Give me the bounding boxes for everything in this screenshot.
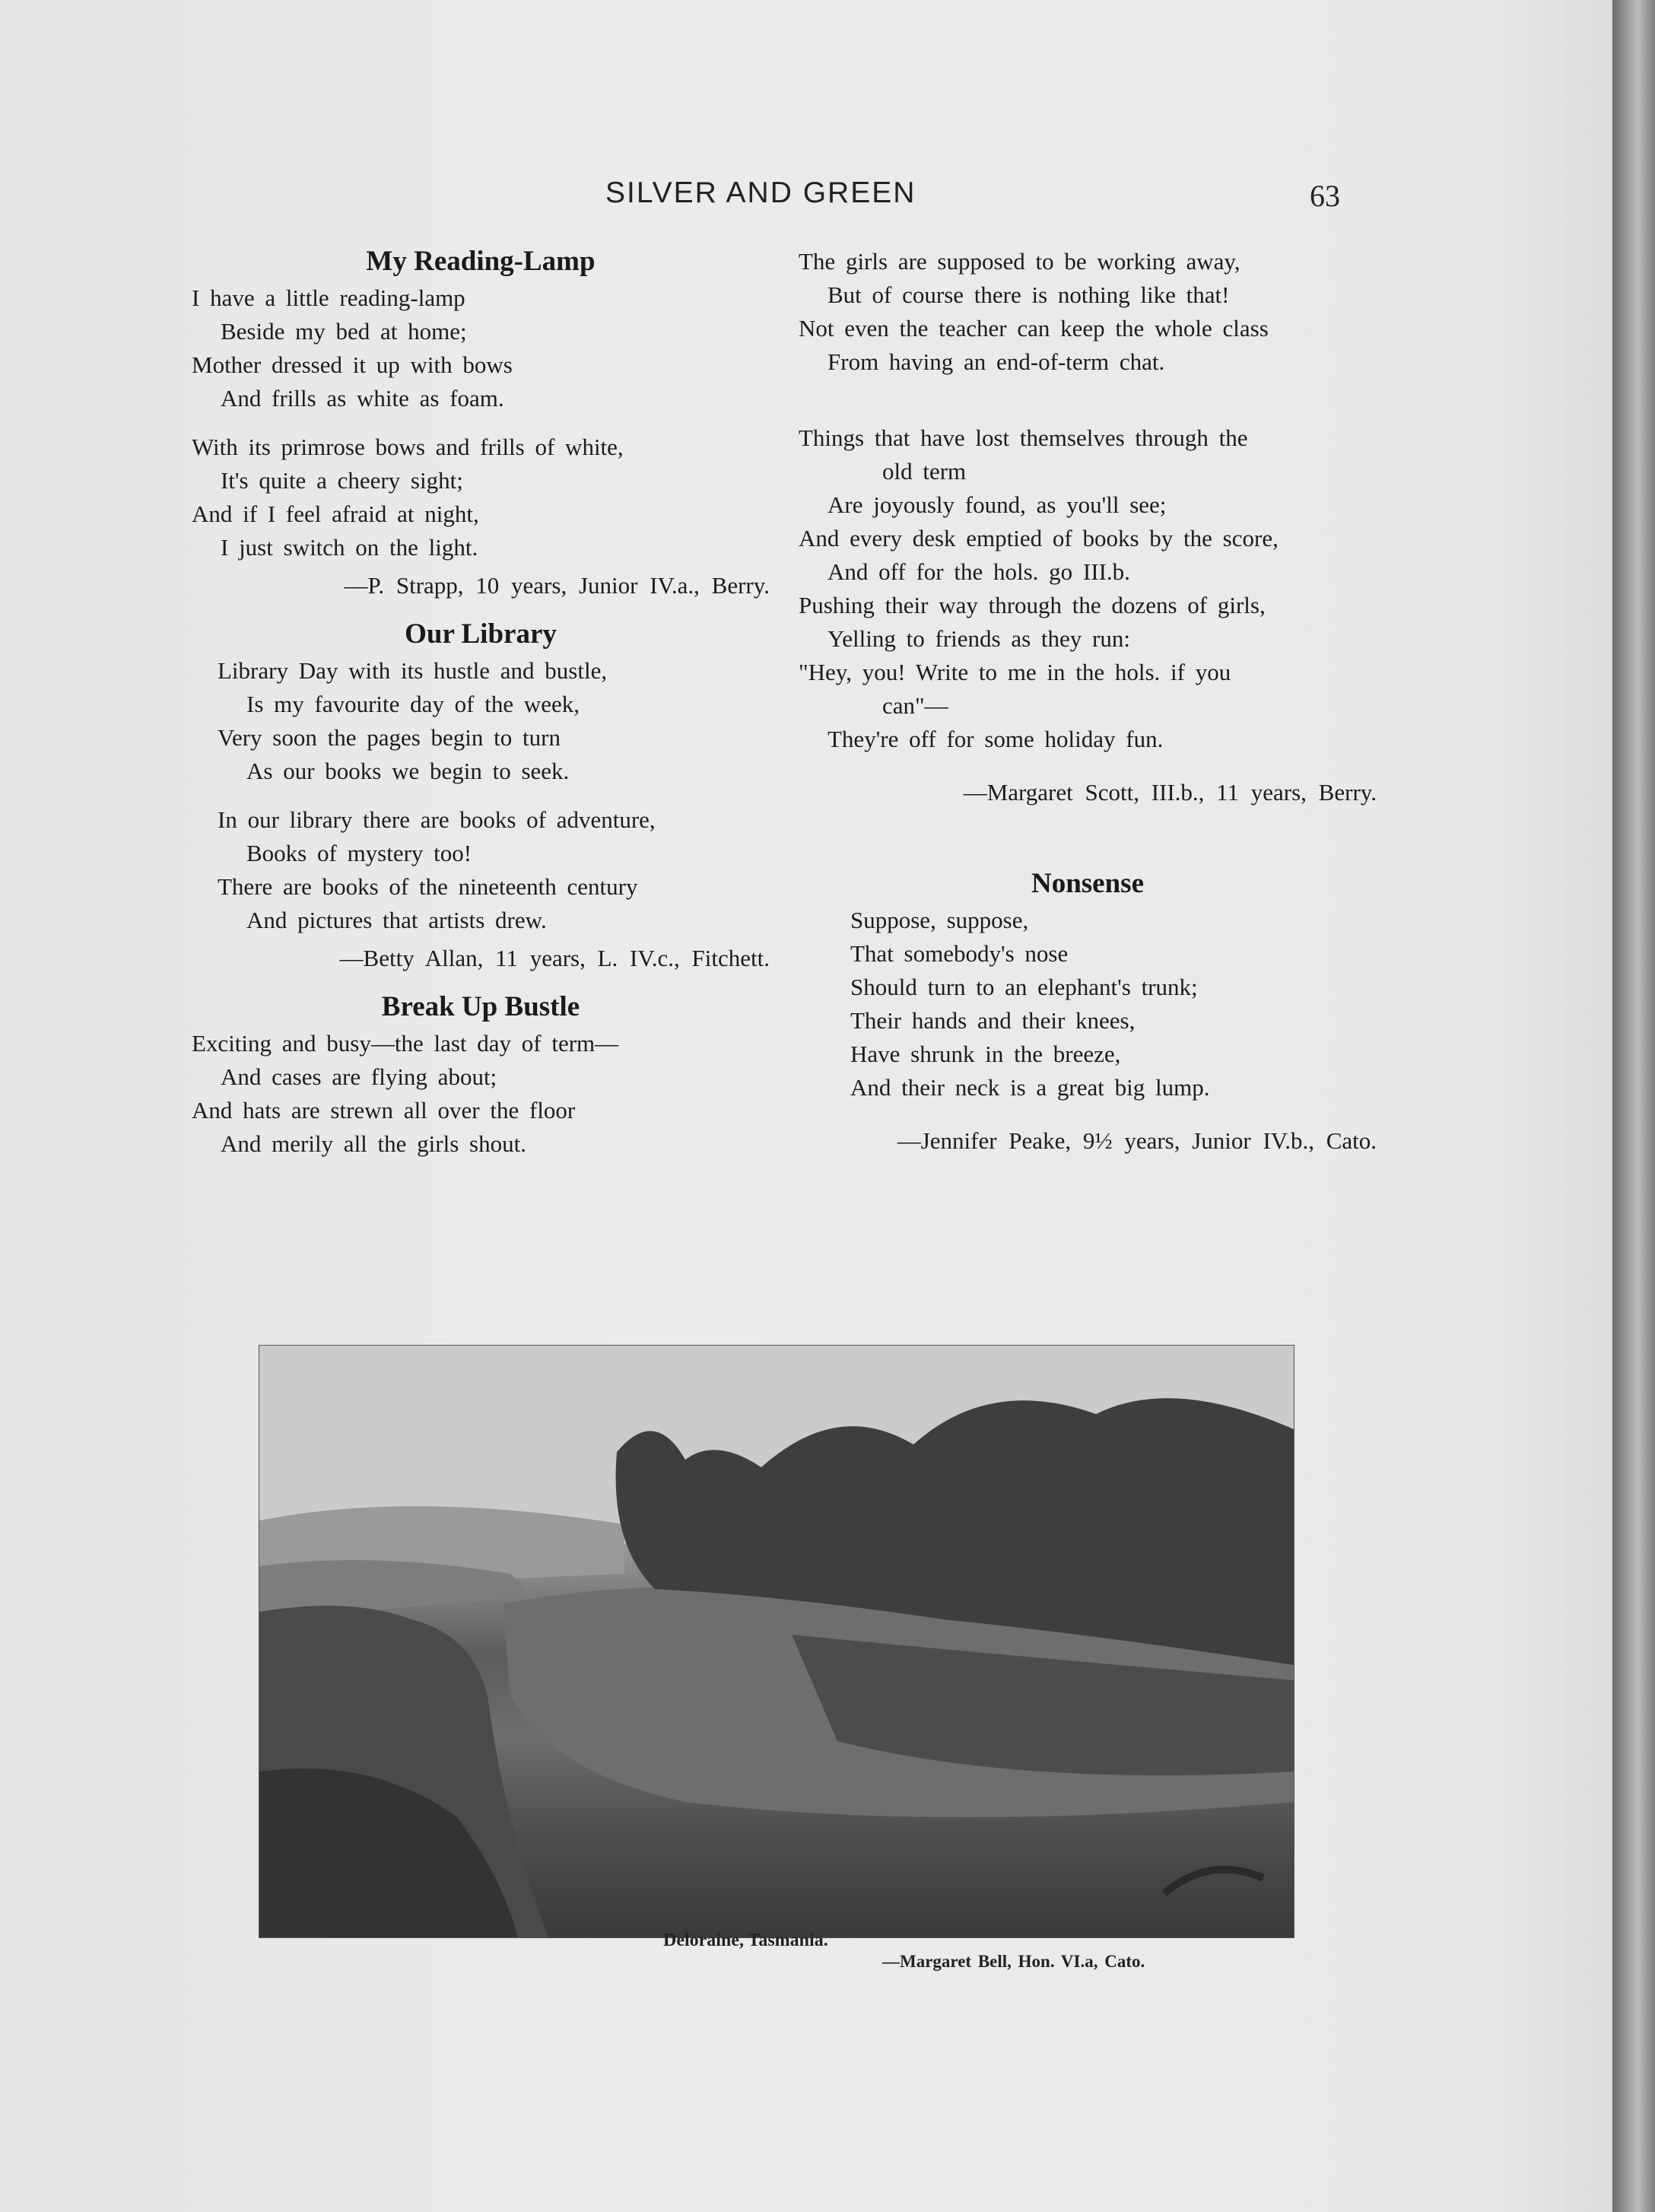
poem-line: Beside my bed at home;: [221, 318, 467, 345]
right-column: [799, 245, 1377, 1158]
poem-line: Is my favourite day of the week,: [246, 691, 580, 717]
poem-line: Library Day with its hustle and bustle,: [218, 657, 608, 684]
poem-title-our-library: Our Library: [405, 618, 557, 650]
poem-line: Pushing their way through the dozens of girls,: [799, 592, 1266, 618]
stanza: [799, 245, 1377, 379]
stanza: [799, 421, 1377, 756]
photo-credit: —Margaret Bell, Hon. VI.a, Cato.: [882, 1952, 1145, 1971]
poem-line: That somebody's nose: [850, 940, 1069, 967]
poem-line: Exciting and busy—the last day of term—: [192, 1030, 619, 1057]
poem-line: And cases are flying about;: [221, 1063, 497, 1090]
poem-author: —Betty Allan, 11 years, L. IV.c., Fitchett.: [339, 945, 770, 971]
stanza: [799, 904, 1377, 1104]
running-title: SILVER AND GREEN: [605, 176, 916, 209]
poem-line: I just switch on the light.: [221, 534, 478, 561]
stanza: [192, 803, 770, 937]
photo-caption: Deloraine, Tasmania.: [663, 1931, 828, 1950]
river-photograph: [259, 1345, 1294, 1938]
poem-title-break-up-bustle: Break Up Bustle: [381, 991, 580, 1022]
poem-title-reading-lamp: My Reading-Lamp: [366, 246, 596, 277]
poem-line: I have a little reading-lamp: [192, 284, 465, 311]
poem-line: can"—: [882, 692, 948, 719]
poem-line: And their neck is a great big lump.: [850, 1074, 1210, 1101]
poem-line: Their hands and their knees,: [850, 1007, 1136, 1034]
poem-line: And hats are strewn all over the floor: [192, 1097, 576, 1123]
stanza: [192, 654, 770, 788]
poem-line: "Hey, you! Write to me in the hols. if you: [799, 659, 1231, 685]
poem-line: Have shrunk in the breeze,: [850, 1041, 1121, 1067]
poem-line: Yelling to friends as they run:: [828, 625, 1130, 652]
poem-line: Not even the teacher can keep the whole class: [799, 315, 1269, 342]
poem-author: —Margaret Scott, III.b., 11 years, Berry.: [963, 779, 1377, 806]
stanza: [192, 1027, 770, 1161]
poem-line: Mother dressed it up with bows: [192, 351, 513, 378]
poem-line: And frills as white as foam.: [221, 385, 504, 412]
stanza: [192, 431, 770, 564]
stanza: [192, 281, 770, 415]
poem-line: And merily all the girls shout.: [221, 1130, 526, 1157]
poem-line: Books of mystery too!: [246, 840, 472, 866]
poem-line: They're off for some holiday fun.: [828, 726, 1164, 752]
poem-line: Very soon the pages begin to turn: [218, 724, 561, 751]
poem-line: But of course there is nothing like that!: [828, 281, 1230, 308]
poem-line: Things that have lost themselves through the: [799, 424, 1248, 451]
book-spine: [1612, 0, 1655, 2212]
poem-author: —Jennifer Peake, 9½ years, Junior IV.b., Cato.: [897, 1127, 1377, 1154]
page-number: 63: [1310, 179, 1340, 213]
left-column: [192, 245, 770, 1161]
poem-line: Are joyously found, as you'll see;: [828, 491, 1167, 518]
poem-line: In our library there are books of adventure,: [218, 806, 656, 833]
poem-line: And every desk emptied of books by the score,: [799, 525, 1279, 551]
poem-line: Suppose, suppose,: [850, 907, 1029, 933]
poem-line: From having an end-of-term chat.: [828, 348, 1165, 375]
poem-line: And pictures that artists drew.: [246, 907, 547, 933]
poem-line: And off for the hols. go III.b.: [828, 558, 1130, 585]
poem-line: Should turn to an elephant's trunk;: [850, 974, 1198, 1000]
poem-line: old term: [882, 458, 967, 485]
poem-author: —P. Strapp, 10 years, Junior IV.a., Berry.: [344, 572, 770, 599]
poem-line: There are books of the nineteenth century: [218, 873, 638, 900]
poem-title-nonsense: Nonsense: [1031, 868, 1145, 899]
poem-line: And if I feel afraid at night,: [192, 501, 479, 527]
poem-line: The girls are supposed to be working away,: [799, 248, 1240, 275]
poem-line: With its primrose bows and frills of white,: [192, 434, 624, 460]
poem-line: It's quite a cheery sight;: [221, 467, 463, 494]
poem-line: As our books we begin to seek.: [246, 758, 570, 784]
